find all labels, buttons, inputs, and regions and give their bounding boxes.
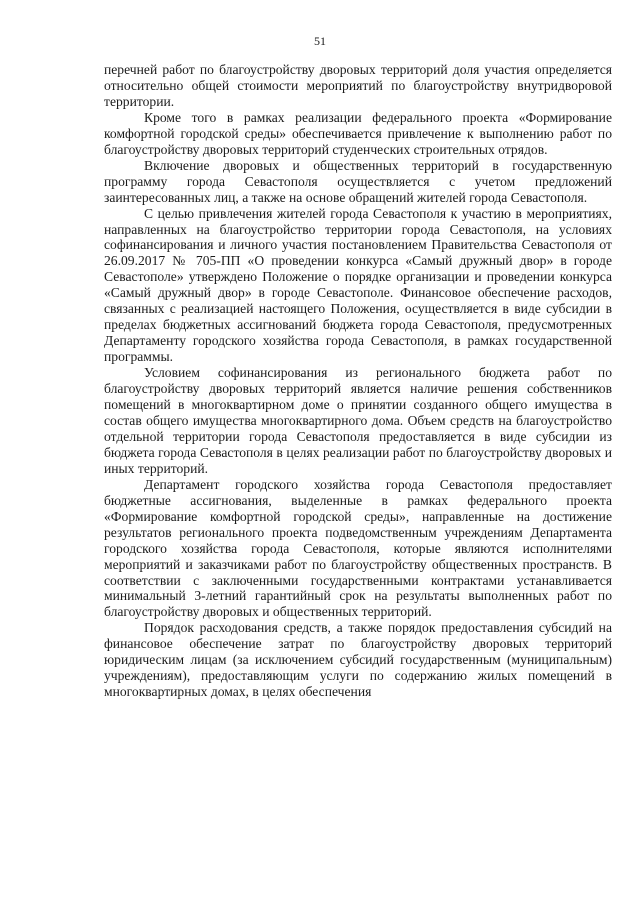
- paragraph-contest: С целью привлечения жителей города Севастополя к участию в мероприятиях, направленных на благоустройство территории города Севастополя, на условиях софинансирования и личного участия постановлением Правительства Севастополя от 26.09.2017 № 705-ПП «О проведении конкурса «Самый дружный двор» в городе Севастополе» утверждено Положение о порядке организации и проведении конкурса «Самый дружный двор» в городе Севастополе. Финансовое обеспечение расходов, связанных с реализацией настоящего Положения, осуществляется в виде субсидии в пределах бюджетных ассигнований бюджета города Севастополя, предусмотренных Департаменту городского хозяйства города Севастополя, в рамках государственной программы.: [104, 205, 612, 365]
- paragraph-inclusion: Включение дворовых и общественных территорий в государственную программу города Севастополя осуществляется с учетом предложений заинтересованных лиц, а также на основе обращений жителей города Севастополя.: [104, 157, 612, 205]
- paragraph-department: Департамент городского хозяйства города Севастополя предоставляет бюджетные ассигнования, выделенные в рамках федерального проекта «Формирование комфортной городской среды», направленные на достижение результатов регионального проекта подведомственным учреждениям Департамента городского хозяйства города Севастополя, которые являются исполнителями мероприятий и заказчиками работ по благоустройству общественных пространств. В соответствии с заключенными государственными контрактами устанавливается минимальный 3-летний гарантийный срок на результаты выполненных работ по благоустройству дворовых и общественных территорий.: [104, 476, 612, 620]
- document-body: [104, 62, 612, 700]
- paragraph-federal-project: Кроме того в рамках реализации федерального проекта «Формирование комфортной городской среды» обеспечивается привлечение к выполнению работ по благоустройству дворовых территорий студенческих строительных отрядов.: [104, 109, 612, 157]
- paragraph-spending-order: Порядок расходования средств, а также порядок предоставления субсидий на финансовое обеспечение затрат по благоустройству дворовых территорий юридическим лицам (за исключением субсидий государственным (муниципальным) учреждениям), предоставляющим услуги по содержанию жилых помещений в многоквартирных домах, в целях обеспечения: [104, 620, 612, 700]
- page-number: 51: [314, 34, 326, 48]
- paragraph-cofinancing: Условием софинансирования из регионального бюджета работ по благоустройству дворовых территорий является наличие решения собственников помещений в многоквартирном доме о принятии созданного общего имущества в состав общего имущества многоквартирного дома. Объем средств на благоустройство отдельной территории города Севастополя предоставляется в виде субсидии из бюджета города Севастополя в целях реализации работ по благоустройству дворовых и иных территорий.: [104, 365, 612, 476]
- paragraph-continuation: перечней работ по благоустройству дворовых территорий доля участия определяется относительно общей стоимости мероприятий по благоустройству внутридворовой территории.: [104, 62, 612, 109]
